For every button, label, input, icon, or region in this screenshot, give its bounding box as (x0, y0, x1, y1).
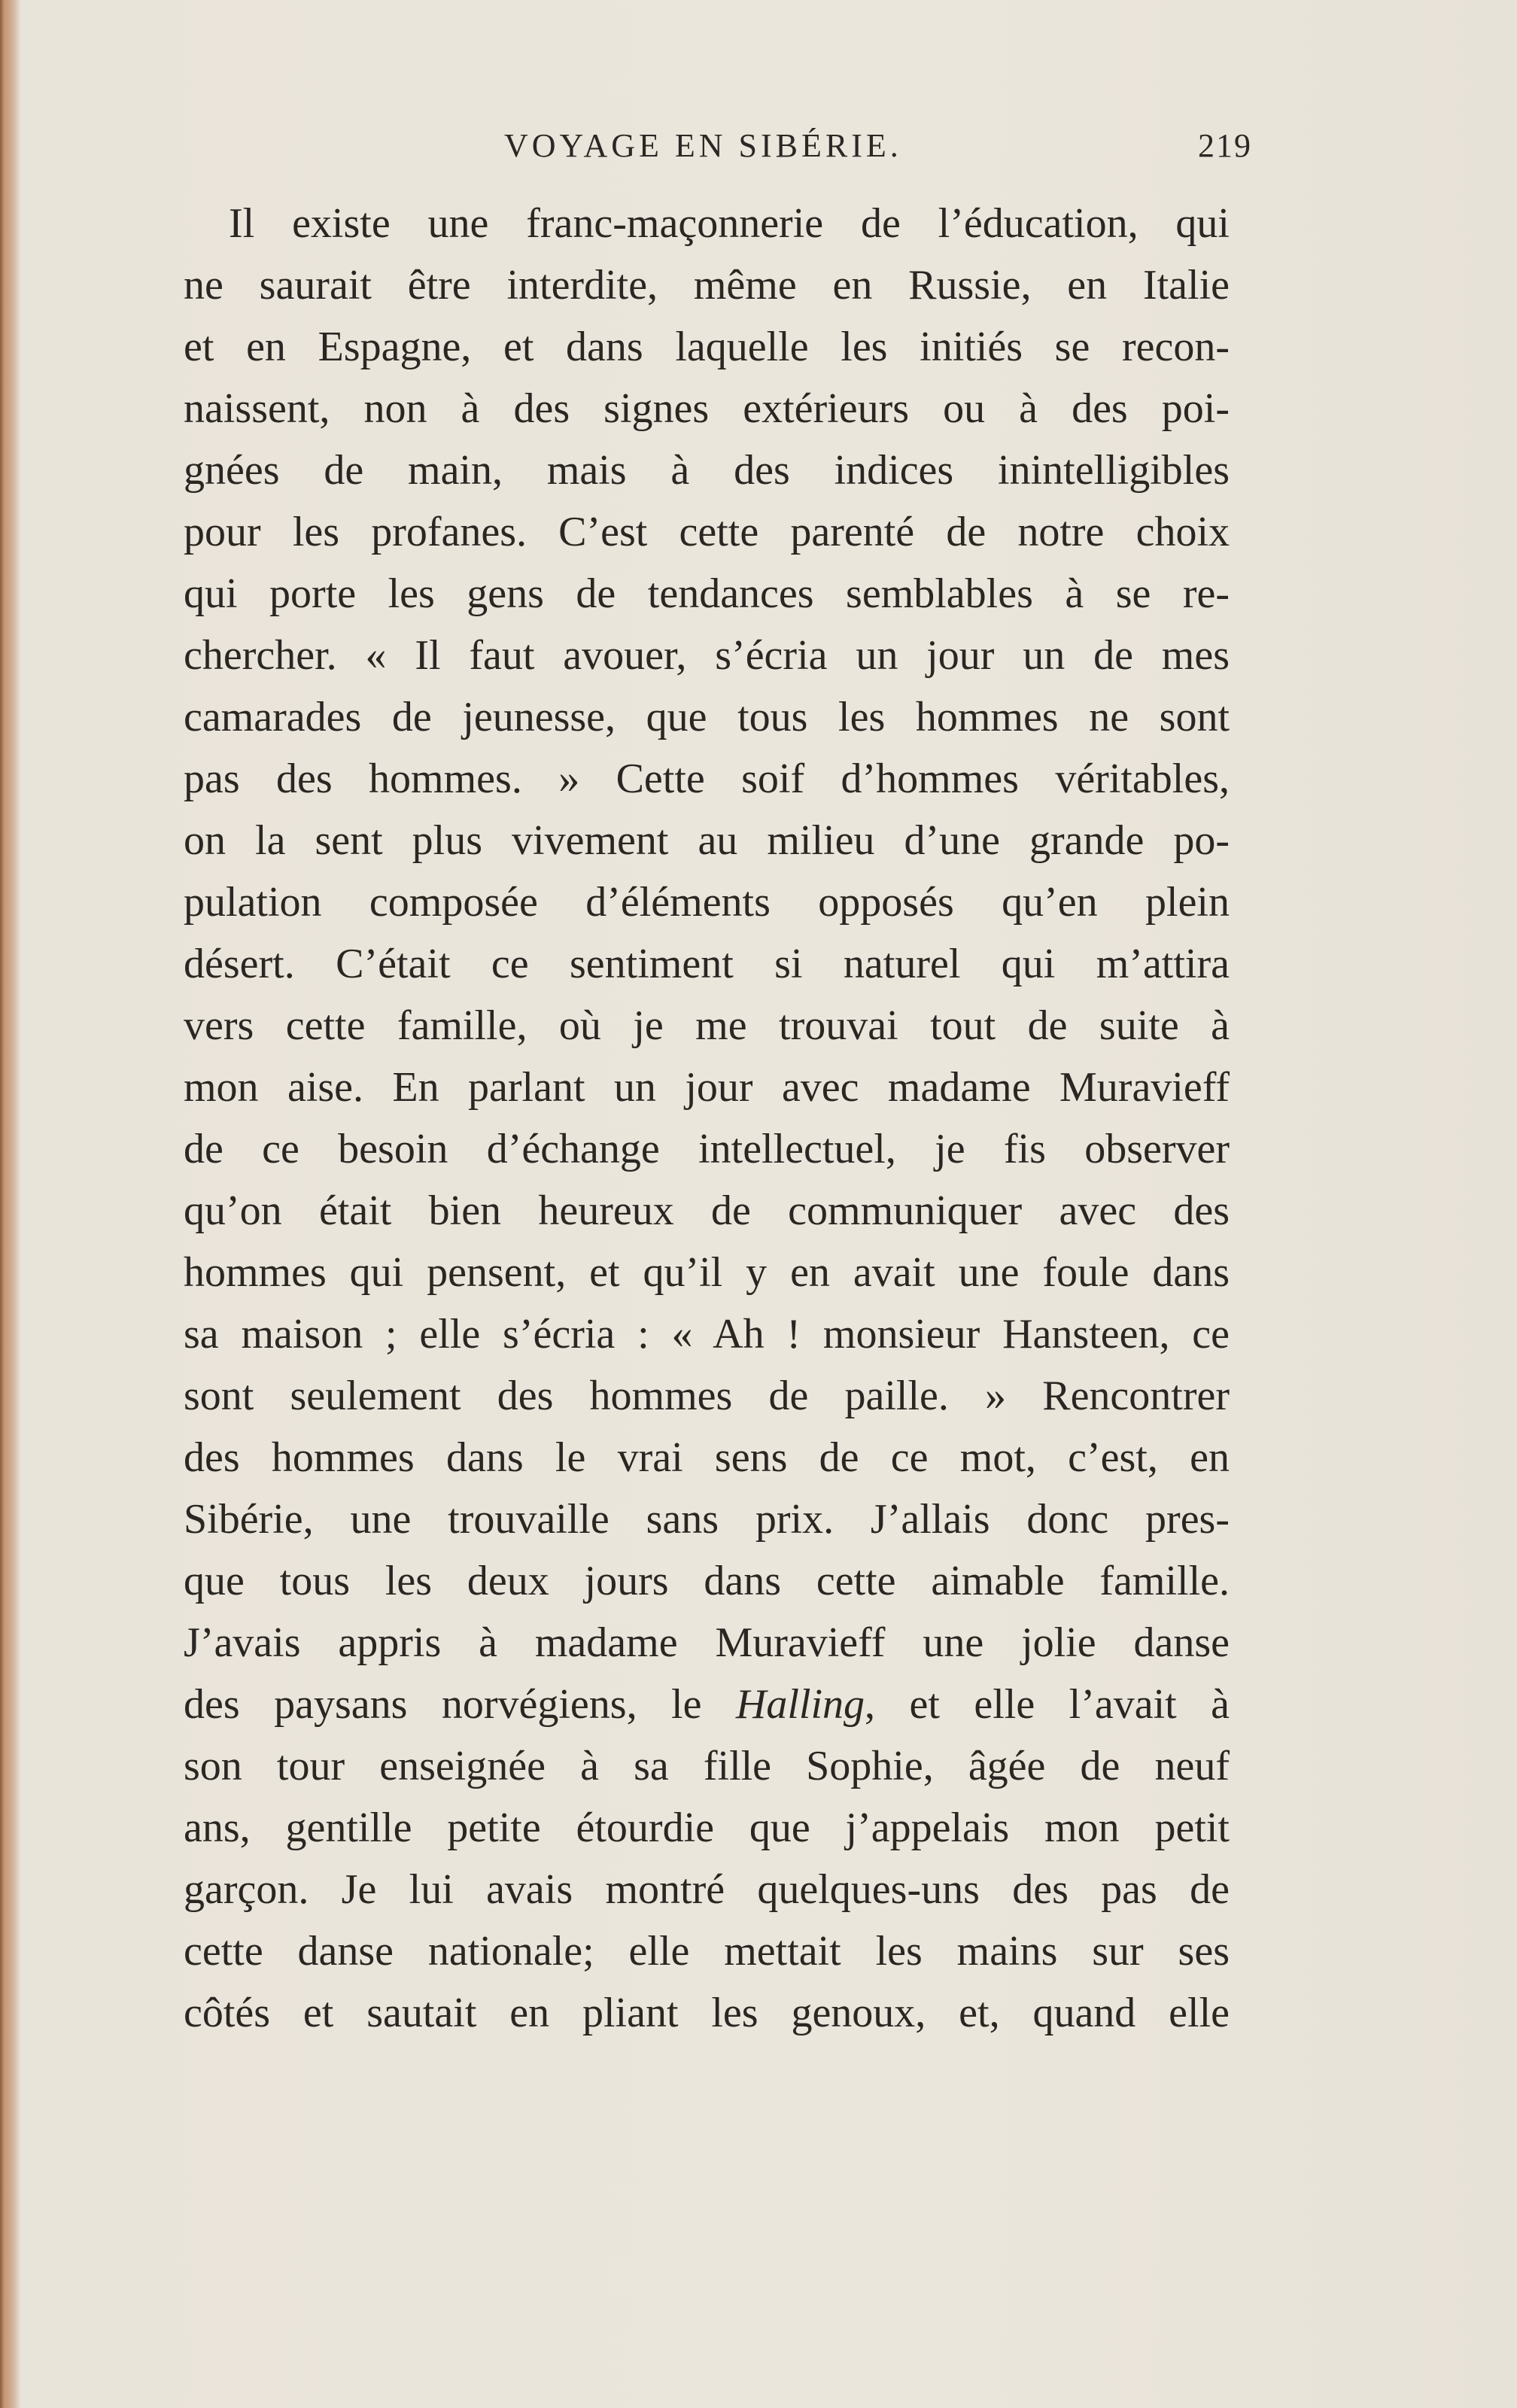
text-line: pulation composée d’éléments opposés qu’en plein (184, 879, 1230, 926)
running-title: VOYAGE EN SIBÉRIE. (504, 127, 902, 164)
text-line: des hommes dans le vrai sens de ce mot, c’est, en (184, 1434, 1230, 1481)
text-line: hommes qui pensent, et qu’il y en avait une foule dans (184, 1249, 1230, 1296)
text-segment: , et elle l’avait à (865, 1681, 1230, 1728)
page-gutter-edge (0, 0, 21, 2408)
text-line: sont seulement des hommes de paille. » Rencontrer (184, 1373, 1230, 1419)
text-line: pour les profanes. C’est cette parenté de notre choix (184, 509, 1230, 555)
text-line: Sibérie, une trouvaille sans prix. J’allais donc pres- (184, 1496, 1230, 1543)
text-segment: des paysans norvégiens, le (184, 1681, 736, 1728)
text-line: qui porte les gens de tendances semblables à se re- (184, 570, 1230, 617)
text-line: pas des hommes. » Cette soif d’hommes véritables, (184, 756, 1230, 802)
text-line: J’avais appris à madame Muravieff une jolie danse (184, 1619, 1230, 1666)
text-line: on la sent plus vivement au milieu d’une grande po- (184, 817, 1230, 864)
text-line: ne saurait être interdite, même en Russie, en Italie (184, 262, 1230, 309)
text-line: et en Espagne, et dans laquelle les initiés se recon- (184, 324, 1230, 370)
text-line: naissent, non à des signes extérieurs ou à des poi- (184, 385, 1230, 432)
text-line: garçon. Je lui avais montré quelques-uns des pas de (184, 1866, 1230, 1913)
italic-term: Halling (735, 1681, 865, 1728)
text-line: son tour enseignée à sa fille Sophie, âgée de neuf (184, 1743, 1230, 1789)
text-line: chercher. « Il faut avouer, s’écria un jour un de mes (184, 632, 1230, 679)
body-paragraph (184, 193, 1230, 2044)
text-line: vers cette famille, où je me trouvai tout de suite à (184, 1002, 1230, 1049)
text-line: Il existe une franc-maçonnerie de l’éducation, qui (229, 200, 1230, 247)
text-line: côtés et sautait en pliant les genoux, et, quand elle (184, 1990, 1230, 2036)
running-head (184, 126, 1252, 179)
text-line: désert. C’était ce sentiment si naturel qui m’attira (184, 941, 1230, 987)
text-line-with-italic (184, 1674, 1230, 1735)
text-line: que tous les deux jours dans cette aimable famille. (184, 1558, 1230, 1604)
text-line: camarades de jeunesse, que tous les hommes ne sont (184, 694, 1230, 740)
text-line: ans, gentille petite étourdie que j’appelais mon petit (184, 1804, 1230, 1851)
text-line: cette danse nationale; elle mettait les mains sur ses (184, 1928, 1230, 1975)
text-line: mon aise. En parlant un jour avec madame Muravieff (184, 1064, 1230, 1111)
page-number: 219 (1198, 127, 1252, 164)
text-line: sa maison ; elle s’écria : « Ah ! monsieur Hansteen, ce (184, 1311, 1230, 1358)
text-line: de ce besoin d’échange intellectuel, je fis observer (184, 1126, 1230, 1172)
text-line: gnées de main, mais à des indices inintelligibles (184, 447, 1230, 494)
text-line: qu’on était bien heureux de communiquer avec des (184, 1187, 1230, 1234)
